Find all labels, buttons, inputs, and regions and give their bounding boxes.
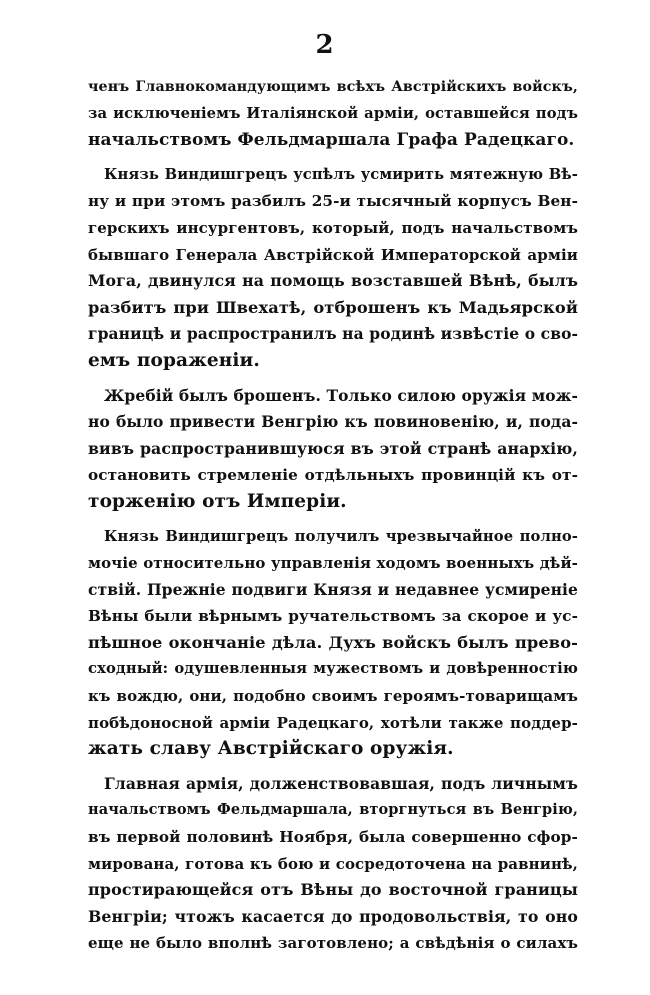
text-line: жать славу Австрійскаго оружія. bbox=[88, 738, 454, 760]
paragraph bbox=[88, 524, 578, 763]
text-line: мочіе относительно управленія ходомъ военныхъ дѣй- bbox=[88, 554, 578, 573]
text-line: Мога, двинулся на помощь возставшей Вѣнѣ, былъ bbox=[88, 271, 578, 291]
text-line: за исключеніемъ Италіянской арміи, оставшейся подъ bbox=[88, 104, 578, 122]
text-line: пѣшное окончаніе дѣла. Духъ войскъ былъ прево- bbox=[88, 632, 578, 652]
text-line: ну и при этомъ разбилъ 25-и тысячный корпусъ Вен- bbox=[88, 192, 578, 211]
text-line: начальствомъ Фельдмаршала Графа Радецкаго. bbox=[88, 130, 575, 151]
text-line: ствій. Прежніе подвиги Князя и недавнее усмиреніе bbox=[88, 579, 578, 599]
text-line: простирающейся отъ Вѣны до восточной границы bbox=[88, 880, 578, 900]
text-line: остановить стремленіе отдѣльныхъ провинцій къ от- bbox=[88, 466, 578, 485]
text-line: Венгріи; чтожъ касается до продовольствія, то оно bbox=[88, 906, 578, 926]
text-line: въ первой половинѣ Ноября, была совершенно сфор- bbox=[88, 828, 578, 847]
paragraph bbox=[88, 162, 578, 375]
paragraph bbox=[88, 771, 578, 957]
paragraph bbox=[88, 383, 578, 516]
text-line: бывшаго Генерала Австрійской Императорской арміи bbox=[88, 245, 578, 264]
text-line: Жребій былъ брошенъ. Только силою оружія мож- bbox=[104, 385, 578, 405]
text-line: Князь Виндишгрецъ получилъ чрезвычайное полно- bbox=[104, 527, 578, 545]
page-number: 2 bbox=[315, 30, 335, 60]
text-line: но было привести Венгрію къ повиновенію, и, пода- bbox=[88, 412, 578, 432]
text-line: разбитъ при Швехатѣ, отброшенъ къ Мадьярской bbox=[88, 297, 578, 317]
text-line: къ вождю, они, подобно своимъ героямъ-товарищамъ bbox=[88, 687, 578, 706]
text-line: еще не было вполнѣ заготовлено; а свѣдѣнія о силахъ bbox=[88, 934, 578, 953]
text-line: вивъ распространившуюся въ этой странѣ анархію, bbox=[88, 438, 578, 458]
text-line: границѣ и распространилъ на родинѣ извѣстіе о сво- bbox=[88, 324, 578, 344]
text-line: мирована, готова къ бою и сосредоточена на равнинѣ, bbox=[88, 854, 578, 873]
text-line: сходный: одушевленныя мужествомъ и довѣренностію bbox=[88, 660, 578, 678]
text-line: герскихъ инсургентовъ, который, подъ начальствомъ bbox=[88, 218, 578, 237]
text-line: торженію отъ Имперіи. bbox=[88, 490, 347, 512]
paragraph bbox=[88, 74, 578, 154]
text-line: начальствомъ Фельдмаршала, вторгнуться въ Венгрію, bbox=[88, 801, 578, 819]
text-line: емъ пораженіи. bbox=[88, 349, 260, 371]
body-text bbox=[88, 74, 578, 957]
text-line: ченъ Главнокомандующимъ всѣхъ Австрійскихъ войскъ, bbox=[88, 79, 578, 95]
text-line: побѣдоносной арміи Радецкаго, хотѣли также поддер- bbox=[88, 713, 578, 732]
text-line: Князь Виндишгрецъ успѣлъ усмирить мятежную Вѣ- bbox=[104, 165, 578, 183]
text-line: Главная армія, долженствовавшая, подъ личнымъ bbox=[104, 773, 578, 793]
text-line: Вѣны были вѣрнымъ ручательствомъ за скорое и ус- bbox=[88, 607, 578, 626]
